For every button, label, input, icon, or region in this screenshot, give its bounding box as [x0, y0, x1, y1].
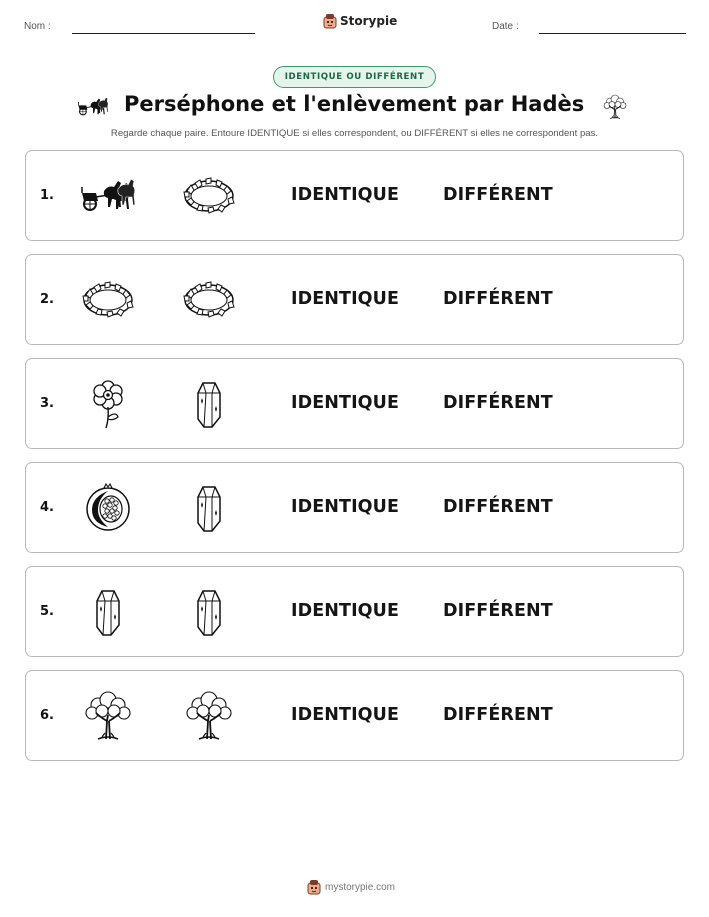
question-row — [25, 358, 684, 449]
storypie-logo-icon — [307, 879, 321, 895]
name-label: Nom : — [24, 21, 51, 32]
tree-icon — [78, 691, 138, 741]
brand — [323, 13, 397, 29]
crystal-icon — [179, 379, 239, 429]
option-identique[interactable]: IDENTIQUE — [291, 497, 400, 517]
crystal-icon — [179, 587, 239, 637]
option-identique[interactable]: IDENTIQUE — [291, 393, 400, 413]
page-title: Perséphone et l'enlèvement par Hadès — [124, 92, 585, 116]
brand-name: Storypie — [340, 14, 398, 28]
question-row — [25, 566, 684, 657]
storypie-logo-icon — [323, 13, 337, 29]
option-different[interactable]: DIFFÉRENT — [443, 185, 553, 205]
option-identique[interactable]: IDENTIQUE — [291, 289, 400, 309]
flower-icon — [78, 379, 138, 429]
pomegranate-icon — [78, 483, 138, 533]
option-identique[interactable]: IDENTIQUE — [291, 185, 400, 205]
wreath-icon — [179, 171, 239, 221]
worksheet-type-badge: IDENTIQUE OU DIFFÉRENT — [273, 66, 436, 88]
name-line[interactable] — [72, 33, 255, 34]
option-different[interactable]: DIFFÉRENT — [443, 705, 553, 725]
question-row — [25, 150, 684, 241]
option-different[interactable]: DIFFÉRENT — [443, 393, 553, 413]
question-number: 1. — [40, 188, 54, 203]
question-row — [25, 462, 684, 553]
wreath-icon — [179, 275, 239, 325]
question-number: 5. — [40, 604, 54, 619]
chariot-icon — [78, 171, 138, 221]
tree-icon — [179, 691, 239, 741]
chariot-icon — [76, 93, 110, 121]
option-different[interactable]: DIFFÉRENT — [443, 289, 553, 309]
crystal-icon — [78, 587, 138, 637]
wreath-icon — [78, 275, 138, 325]
footer — [307, 879, 395, 895]
question-number: 3. — [40, 396, 54, 411]
question-row — [25, 254, 684, 345]
footer-url[interactable]: mystorypie.com — [325, 881, 396, 893]
question-number: 6. — [40, 708, 54, 723]
tree-icon — [600, 92, 630, 122]
option-different[interactable]: DIFFÉRENT — [443, 601, 553, 621]
instructions: Regarde chaque paire. Entoure IDENTIQUE si elles correspondent, ou DIFFÉRENT si elles ne correspondent pas. — [110, 128, 599, 139]
question-number: 4. — [40, 500, 54, 515]
worksheet-header — [0, 0, 709, 50]
question-number: 2. — [40, 292, 54, 307]
question-row — [25, 670, 684, 761]
option-different[interactable]: DIFFÉRENT — [443, 497, 553, 517]
date-line[interactable] — [539, 33, 686, 34]
date-label: Date : — [492, 21, 519, 32]
title-row — [0, 92, 709, 122]
option-identique[interactable]: IDENTIQUE — [291, 705, 400, 725]
option-identique[interactable]: IDENTIQUE — [291, 601, 400, 621]
crystal-icon — [179, 483, 239, 533]
